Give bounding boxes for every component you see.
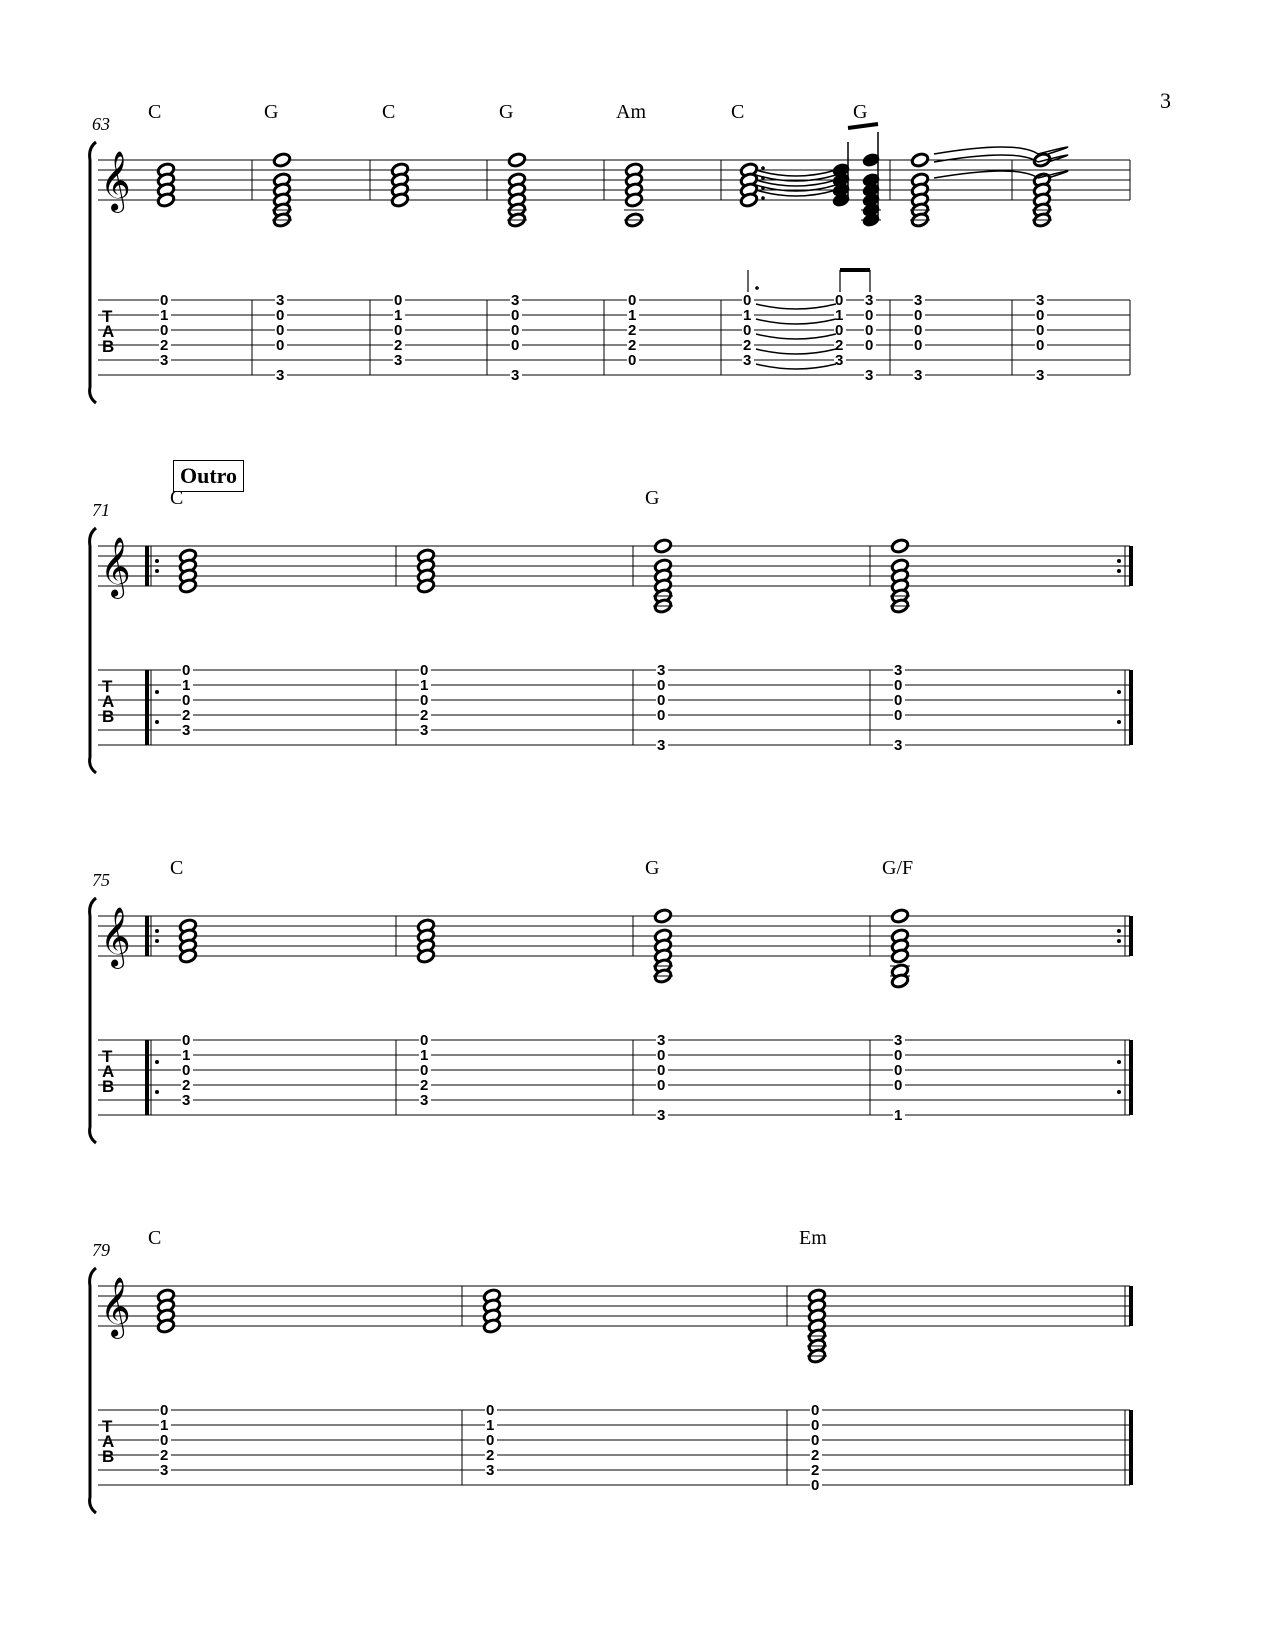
tab-label-t: T	[102, 1047, 113, 1066]
tab-fret-number: 3	[276, 292, 285, 309]
tab-fret-number: 3	[894, 1032, 903, 1049]
tab-final-barline	[1129, 670, 1133, 745]
tab-label-b: B	[102, 1447, 115, 1466]
note-head	[654, 908, 673, 924]
chord-symbol-g: G	[645, 487, 660, 509]
tab-label-a: A	[102, 322, 115, 341]
tie	[934, 171, 1038, 178]
tab-fret-number: 1	[420, 677, 429, 694]
repeat-dot	[1117, 929, 1121, 933]
tab-label-b: B	[102, 707, 115, 726]
tab-fret-number: 3	[420, 1092, 429, 1109]
system-bracket	[90, 1268, 96, 1513]
tab-label-a: A	[102, 692, 115, 711]
tab-fret-number: 0	[894, 1062, 903, 1079]
tab-fret-number: 3	[914, 292, 923, 309]
system-75	[90, 898, 1133, 1143]
tab-fret-number: 0	[628, 292, 637, 309]
chord-symbol-c: C	[170, 857, 184, 879]
tab-fret-number: 0	[657, 677, 666, 694]
tab-fret-number: 2	[835, 337, 844, 354]
tab-fret-number: 0	[657, 1077, 666, 1094]
tab-label-b: B	[102, 1077, 115, 1096]
tab-fret-number: 3	[1036, 292, 1045, 309]
chord-symbol-c: C	[731, 101, 745, 123]
tab-fret-number: 2	[486, 1447, 495, 1464]
tab-fret-number: 0	[811, 1477, 820, 1494]
repeat-dot	[1117, 1090, 1121, 1094]
tab-fret-number: 1	[160, 307, 169, 324]
tab-start-repeat-barline	[145, 670, 149, 745]
tab-final-barline	[1129, 1040, 1133, 1115]
tab-fret-number: 2	[420, 707, 429, 724]
tab-label-t: T	[102, 307, 113, 326]
tab-fret-number: 3	[160, 1462, 169, 1479]
dot	[761, 196, 765, 200]
treble-clef-icon: 𝄞	[100, 151, 131, 211]
tab-fret-number: 3	[865, 367, 874, 384]
tie	[1038, 147, 1068, 154]
tab-fret-number: 0	[420, 1032, 429, 1049]
tab-fret-number: 2	[394, 337, 403, 354]
treble-clef-icon: 𝄞	[100, 1277, 131, 1337]
tab-fret-number: 3	[657, 662, 666, 679]
measure-number: 75	[92, 870, 110, 890]
repeat-dot	[155, 569, 159, 573]
tab-fret-number: 0	[511, 322, 520, 339]
tie	[934, 147, 1038, 154]
chord-symbol-g: G	[264, 101, 279, 123]
tab-fret-number: 3	[657, 1107, 666, 1124]
tab-fret-number: 3	[420, 722, 429, 739]
tab-fret-number: 3	[182, 1092, 191, 1109]
tab-fret-number: 1	[420, 1047, 429, 1064]
note-head	[911, 152, 930, 168]
tab-fret-number: 0	[811, 1402, 820, 1419]
chord-symbol-em: Em	[799, 1227, 827, 1249]
repeat-dot	[1117, 939, 1121, 943]
tab-tie	[756, 304, 836, 309]
tab-fret-number: 3	[394, 352, 403, 369]
tab-final-barline	[1129, 1410, 1133, 1485]
tab-fret-number: 0	[276, 307, 285, 324]
tab-fret-number: 2	[743, 337, 752, 354]
tab-fret-number: 0	[914, 337, 923, 354]
tab-fret-number: 0	[894, 1077, 903, 1094]
tab-label-t: T	[102, 1417, 113, 1436]
tab-fret-number: 2	[628, 337, 637, 354]
tab-fret-number: 0	[160, 1402, 169, 1419]
measure-number: 79	[92, 1240, 110, 1260]
tab-fret-number: 0	[743, 292, 752, 309]
tab-fret-number: 3	[894, 662, 903, 679]
tab-fret-number: 2	[628, 322, 637, 339]
tab-fret-number: 3	[835, 352, 844, 369]
tab-fret-number: 0	[743, 322, 752, 339]
repeat-dot	[155, 690, 159, 694]
start-repeat-barline	[145, 546, 149, 586]
tab-fret-number: 0	[420, 692, 429, 709]
chord-symbol-g: G	[645, 857, 660, 879]
chord-symbol-g-f: G/F	[882, 857, 914, 879]
tab-fret-number: 2	[811, 1447, 820, 1464]
page-number: 3	[1160, 88, 1171, 113]
repeat-dot	[155, 559, 159, 563]
note-head	[891, 908, 910, 924]
tab-fret-number: 1	[394, 307, 403, 324]
tab-fret-number: 0	[276, 337, 285, 354]
tab-fret-number: 0	[657, 707, 666, 724]
tab-fret-number: 3	[511, 367, 520, 384]
tie	[934, 155, 1038, 162]
tab-tie	[756, 319, 836, 324]
repeat-dot	[1117, 1060, 1121, 1064]
tab-fret-number: 1	[628, 307, 637, 324]
tab-fret-number: 0	[1036, 322, 1045, 339]
tab-fret-number: 0	[182, 692, 191, 709]
tab-fret-number: 3	[1036, 367, 1045, 384]
tab-fret-number: 1	[835, 307, 844, 324]
tab-fret-number: 0	[394, 322, 403, 339]
repeat-dot	[1117, 720, 1121, 724]
tab-fret-number: 0	[486, 1432, 495, 1449]
note-head	[654, 538, 673, 554]
tab-fret-number: 0	[1036, 337, 1045, 354]
chord-symbol-c: C	[382, 101, 396, 123]
dot	[761, 166, 765, 170]
tab-fret-number: 2	[811, 1462, 820, 1479]
tab-start-repeat-barline	[145, 1040, 149, 1115]
tab-fret-number: 3	[914, 367, 923, 384]
tab-fret-number: 0	[657, 1047, 666, 1064]
measure-number: 71	[92, 500, 110, 520]
tab-tie	[756, 364, 836, 369]
chord-symbol-c: C	[148, 101, 162, 123]
tab-fret-number: 3	[486, 1462, 495, 1479]
tab-fret-number: 0	[865, 322, 874, 339]
tab-fret-number: 3	[657, 1032, 666, 1049]
start-repeat-barline	[145, 916, 149, 956]
tie	[756, 170, 836, 176]
tab-fret-number: 3	[276, 367, 285, 384]
tab-fret-number: 3	[743, 352, 752, 369]
tab-fret-number: 0	[160, 1432, 169, 1449]
tab-fret-number: 1	[743, 307, 752, 324]
tab-fret-number: 0	[511, 307, 520, 324]
tab-fret-number: 0	[811, 1417, 820, 1434]
tab-fret-number: 3	[865, 292, 874, 309]
tab-tie	[756, 349, 836, 354]
tab-fret-number: 0	[865, 307, 874, 324]
tab-fret-number: 0	[894, 677, 903, 694]
tab-fret-number: 2	[160, 1447, 169, 1464]
final-barline	[1129, 1286, 1133, 1326]
tab-label-b: B	[102, 337, 115, 356]
tab-fret-number: 0	[160, 292, 169, 309]
chord-symbol-g: G	[853, 101, 868, 123]
note-head	[273, 152, 292, 168]
chord-symbol-c: C	[170, 487, 184, 509]
tab-fret-number: 0	[835, 292, 844, 309]
system-63	[90, 124, 1130, 403]
repeat-dot	[155, 1060, 159, 1064]
system-79	[90, 1268, 1133, 1513]
note-head	[508, 152, 527, 168]
tab-fret-number: 1	[182, 677, 191, 694]
tab-fret-number: 2	[160, 337, 169, 354]
tab-fret-number: 0	[811, 1432, 820, 1449]
tab-fret-number: 0	[865, 337, 874, 354]
tab-fret-number: 2	[182, 707, 191, 724]
tab-fret-number: 0	[914, 307, 923, 324]
tab-fret-number: 0	[276, 322, 285, 339]
tab-fret-number: 0	[657, 1062, 666, 1079]
tab-fret-number: 0	[914, 322, 923, 339]
tab-fret-number: 0	[835, 322, 844, 339]
tab-label-a: A	[102, 1062, 115, 1081]
note-head	[891, 538, 910, 554]
tab-fret-number: 3	[894, 737, 903, 754]
repeat-dot	[1117, 690, 1121, 694]
treble-clef-icon: 𝄞	[100, 537, 131, 597]
tab-fret-number: 3	[511, 292, 520, 309]
section-label-outro: Outro	[173, 460, 244, 492]
repeat-dot	[155, 720, 159, 724]
tab-fret-number: 3	[160, 352, 169, 369]
repeat-dot	[155, 1090, 159, 1094]
chord-symbol-c: C	[148, 1227, 162, 1249]
tab-fret-number: 0	[628, 352, 637, 369]
measure-number: 63	[92, 114, 110, 134]
chord-symbol-g: G	[499, 101, 514, 123]
tab-fret-number: 2	[182, 1077, 191, 1094]
tab-fret-number: 0	[894, 707, 903, 724]
repeat-dot	[155, 929, 159, 933]
tab-fret-number: 0	[894, 692, 903, 709]
tab-fret-number: 0	[182, 662, 191, 679]
chord-symbol-am: Am	[616, 101, 646, 123]
tab-tie	[756, 334, 836, 339]
tab-fret-number: 0	[657, 692, 666, 709]
tab-fret-number: 1	[182, 1047, 191, 1064]
treble-clef-icon: 𝄞	[100, 907, 131, 967]
tab-fret-number: 2	[420, 1077, 429, 1094]
note-beam	[848, 124, 878, 128]
tab-fret-number: 1	[894, 1107, 903, 1124]
tab-label-t: T	[102, 677, 113, 696]
repeat-dot	[1117, 569, 1121, 573]
tab-label-a: A	[102, 1432, 115, 1451]
system-bracket	[90, 898, 96, 1143]
tab-fret-number: 1	[160, 1417, 169, 1434]
tab-fret-number: 0	[420, 1062, 429, 1079]
final-barline	[1129, 546, 1133, 586]
system-71	[90, 528, 1133, 773]
repeat-dot	[155, 939, 159, 943]
tab-dot	[755, 286, 759, 290]
tab-fret-number: 0	[486, 1402, 495, 1419]
tab-fret-number: 0	[182, 1062, 191, 1079]
tab-fret-number: 0	[511, 337, 520, 354]
tab-fret-number: 1	[486, 1417, 495, 1434]
tab-fret-number: 0	[394, 292, 403, 309]
tab-fret-number: 0	[1036, 307, 1045, 324]
system-bracket	[90, 528, 96, 773]
final-barline	[1129, 916, 1133, 956]
repeat-dot	[1117, 559, 1121, 563]
tab-fret-number: 0	[894, 1047, 903, 1064]
tab-fret-number: 0	[160, 322, 169, 339]
tab-fret-number: 0	[182, 1032, 191, 1049]
tab-fret-number: 3	[182, 722, 191, 739]
tab-fret-number: 3	[657, 737, 666, 754]
tab-fret-number: 0	[420, 662, 429, 679]
system-bracket	[90, 142, 96, 403]
